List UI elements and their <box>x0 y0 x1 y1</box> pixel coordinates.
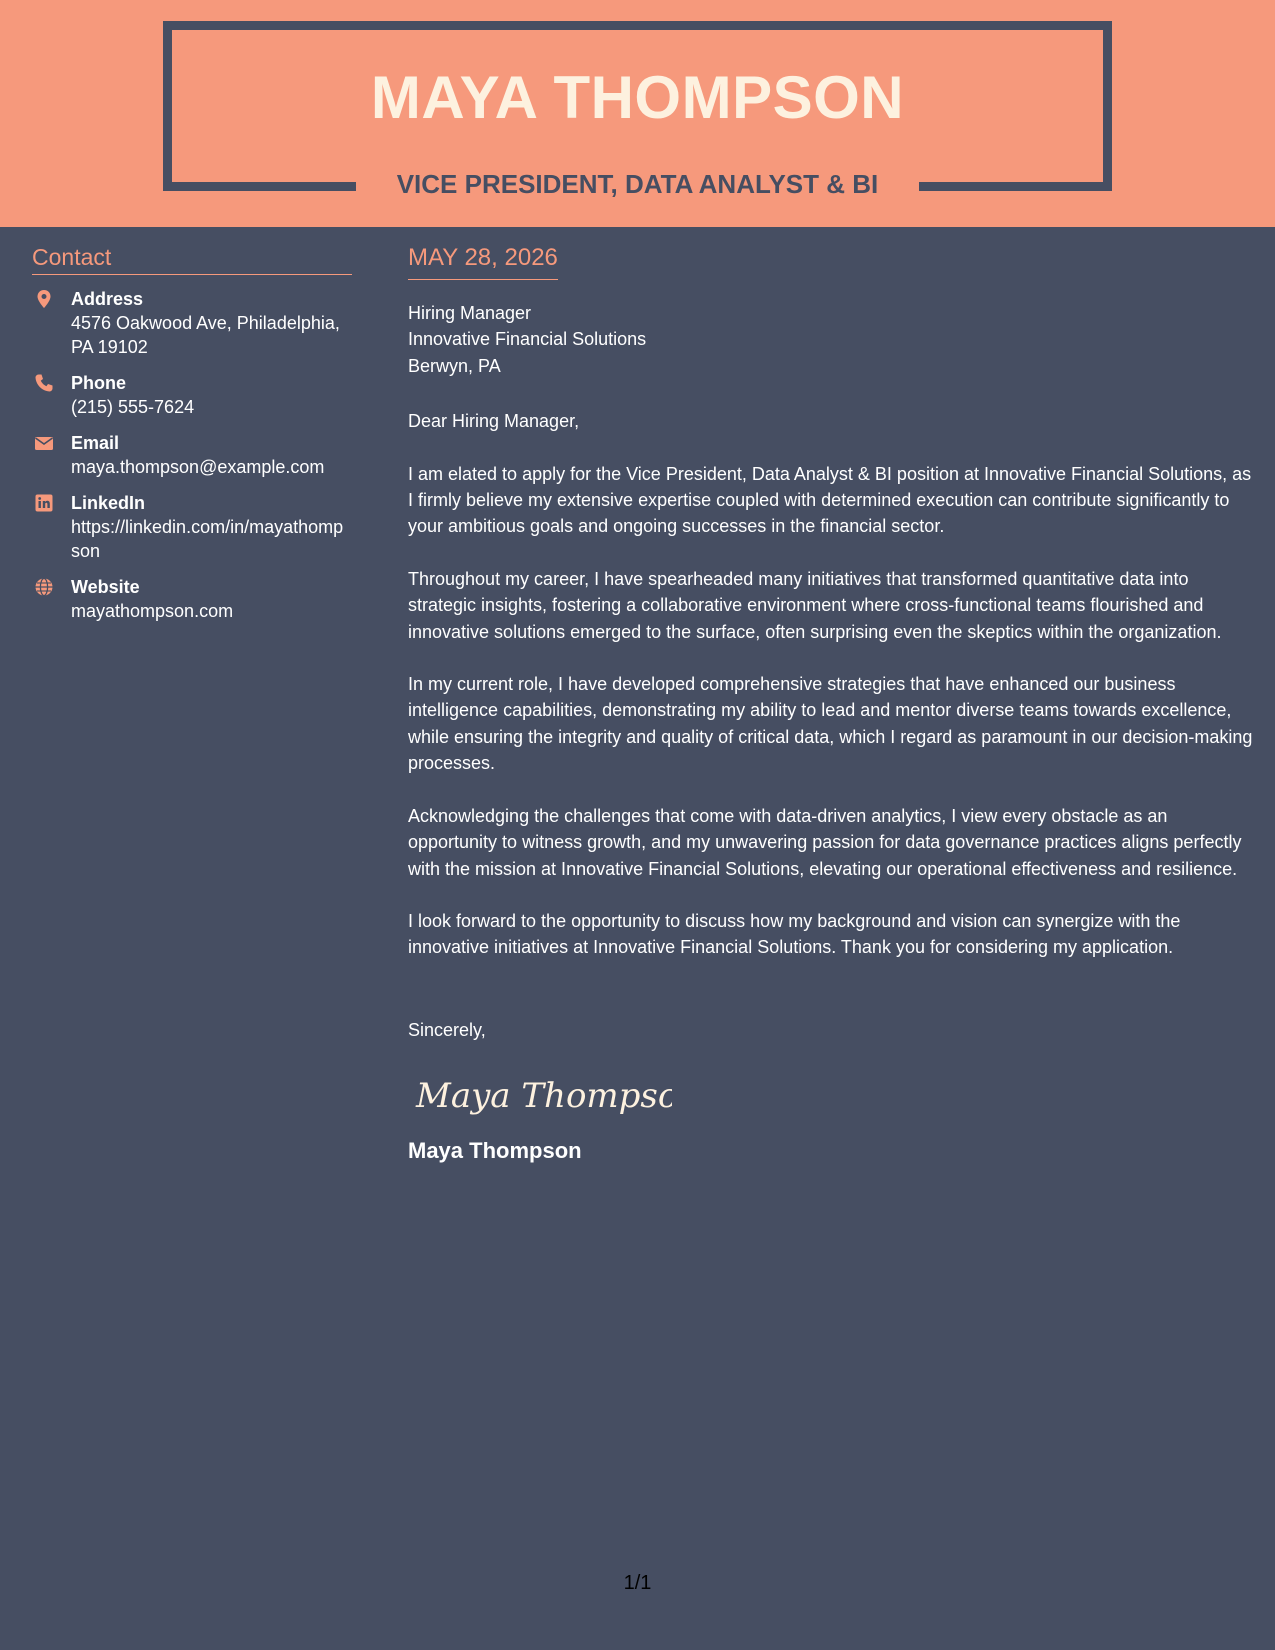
job-title: VICE PRESIDENT, DATA ANALYST & BI <box>396 169 879 199</box>
recipient-line: Innovative Financial Solutions <box>408 329 647 350</box>
signature-text: Maya Thompson <box>416 1076 672 1117</box>
contact-item-address <box>32 287 352 359</box>
phone-value: (215) 555-7624 <box>71 397 195 417</box>
recipient-block <box>408 300 1253 379</box>
email-value: maya.thompson@example.com <box>71 457 325 477</box>
envelope-icon <box>34 433 54 453</box>
closing: Sincerely, <box>408 1019 486 1040</box>
salutation: Dear Hiring Manager, <box>408 411 580 432</box>
letter-paragraph: In my current role, I have developed comprehensive strategies that have enhanced our business intelligence capabilities, demonstrating my ability to lead and mentor diverse teams towards excellence, while ensuring the integrity and quality of critical data, which I regard as paramount in our decision-making processes. <box>408 674 1253 774</box>
linkedin-label: LinkedIn <box>71 493 146 513</box>
phone-icon <box>34 373 54 393</box>
website-label: Website <box>71 577 140 597</box>
contact-item-phone <box>32 371 352 419</box>
linkedin-url[interactable]: https://linkedin.com/in/mayathompson <box>71 517 344 561</box>
letter-paragraph: I am elated to apply for the Vice President, Data Analyst & BI position at Innovative Financial Solutions, as I firmly believe my extensive expertise coupled with determined execution can contribute significantly to your ambitious goals and ongoing successes in the financial sector. <box>408 463 1252 537</box>
contact-sidebar <box>32 243 352 623</box>
phone-label: Phone <box>71 373 127 393</box>
globe-icon <box>34 577 54 597</box>
contact-list <box>32 287 352 623</box>
recipient-line: Berwyn, PA <box>408 355 501 376</box>
letter-paragraph: Throughout my career, I have spearheaded many initiatives that transformed quantitative data into strategic insights, fostering a collaborative environment where cross-functional teams flourished and innovative solutions emerged to the surface, often surprising even the skeptics within the organization. <box>408 568 1222 642</box>
letter-paragraph: Acknowledging the challenges that come with data-driven analytics, I view every obstacle as an opportunity to witness growth, and my unwavering passion for data governance practices aligns perfectly with the mission at Innovative Financial Solutions, elevating our operational effectiveness and resilience. <box>408 805 1242 879</box>
header-banner <box>0 0 1275 227</box>
website-url[interactable]: mayathompson.com <box>71 601 234 621</box>
contact-heading: Contact <box>32 243 352 275</box>
applicant-name: MAYA THOMPSON <box>370 64 905 131</box>
signer-name: Maya Thompson <box>408 1138 582 1164</box>
handwritten-signature <box>412 1065 1253 1123</box>
email-label: Email <box>71 433 120 453</box>
recipient-line: Hiring Manager <box>408 303 532 323</box>
contact-item-linkedin <box>32 491 352 563</box>
linkedin-icon <box>34 493 54 513</box>
letter-date: MAY 28, 2026 <box>408 243 558 280</box>
letter-body <box>408 243 1253 1165</box>
page-number: 1/1 <box>623 1572 652 1594</box>
letter-paragraph: I look forward to the opportunity to discuss how my background and vision can synergize with the innovative initiatives at Innovative Financial Solutions. Thank you for considering my application. <box>408 910 1181 958</box>
address-label: Address <box>71 289 144 309</box>
contact-item-website <box>32 575 352 623</box>
address-value: 4576 Oakwood Ave, Philadelphia, PA 19102 <box>71 313 340 357</box>
map-pin-icon <box>34 289 54 309</box>
contact-item-email <box>32 431 352 479</box>
